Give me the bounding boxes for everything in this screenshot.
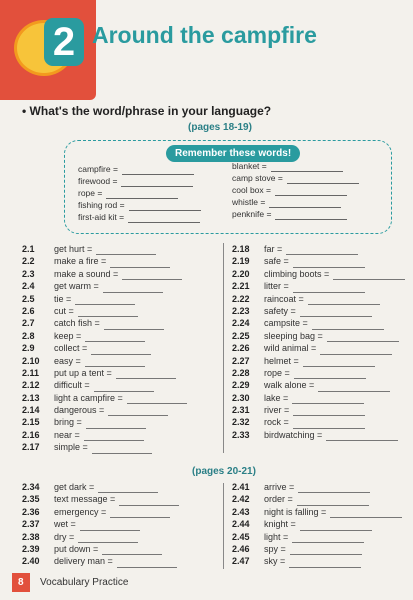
item-word: sky = <box>264 556 286 567</box>
item-number: 2.44 <box>232 519 250 530</box>
item-word: rock = <box>264 417 289 428</box>
item-word: easy = <box>54 355 81 366</box>
box-word-label: whistle = <box>232 197 266 207</box>
list-item <box>232 367 405 379</box>
item-number: 2.10 <box>22 355 40 366</box>
list-item <box>232 493 402 505</box>
word-list-left <box>22 243 187 454</box>
item-word: put up a tent = <box>54 367 112 378</box>
item-word: light a campfire = <box>54 392 123 403</box>
item-word: get hurt = <box>54 244 93 254</box>
list-item <box>22 255 187 267</box>
pages-label-2: (pages 20-21) <box>192 466 256 477</box>
list-item <box>232 543 402 555</box>
item-word: keep = <box>54 330 82 341</box>
list-item <box>22 493 179 505</box>
box-list-right <box>232 160 359 220</box>
list-item <box>232 280 405 292</box>
item-number: 2.24 <box>232 318 250 329</box>
answer-line[interactable] <box>117 567 177 568</box>
item-number: 2.28 <box>232 367 250 378</box>
item-word: put down = <box>54 543 99 554</box>
item-word: campsite = <box>264 318 308 329</box>
item-word: safety = <box>264 305 296 316</box>
item-number: 2.26 <box>232 343 250 354</box>
item-word: order = <box>264 494 293 505</box>
box-list-left <box>78 163 201 223</box>
column-divider-2 <box>223 483 224 569</box>
pages-label-1: (pages 18-19) <box>188 122 252 133</box>
list-item <box>232 355 405 367</box>
item-word: make a sound = <box>54 268 119 279</box>
item-word: delivery man = <box>54 556 113 567</box>
box-word <box>78 187 201 199</box>
item-number: 2.33 <box>232 429 250 440</box>
item-number: 2.27 <box>232 355 250 366</box>
item-word: knight = <box>264 519 296 530</box>
list-item <box>232 416 405 428</box>
box-word-label: cool box = <box>232 185 271 195</box>
item-number: 2.8 <box>22 330 35 341</box>
item-word: light = <box>264 531 289 542</box>
item-number: 2.47 <box>232 556 250 567</box>
item-number: 2.32 <box>232 417 250 428</box>
list-item <box>22 367 187 379</box>
item-number: 2.17 <box>22 442 40 453</box>
item-number: 2.4 <box>22 281 35 292</box>
item-word: walk alone = <box>264 380 315 391</box>
list-item <box>232 268 405 280</box>
box-word <box>232 184 359 196</box>
item-number: 2.13 <box>22 392 40 403</box>
item-word: sleeping bag = <box>264 330 323 341</box>
item-word: near = <box>54 429 80 440</box>
page-footer <box>12 572 128 592</box>
answer-line[interactable] <box>289 567 361 568</box>
item-word: night is falling = <box>264 506 327 517</box>
list-item <box>22 506 179 518</box>
box-word <box>232 208 359 220</box>
item-number: 2.16 <box>22 429 40 440</box>
box-word-label: blanket = <box>232 161 267 171</box>
item-number: 2.2 <box>22 256 35 267</box>
list-item <box>22 280 187 292</box>
answer-line[interactable] <box>326 440 398 441</box>
item-word: dangerous = <box>54 405 105 416</box>
item-number: 2.3 <box>22 268 35 279</box>
list-item <box>232 481 402 493</box>
box-word <box>78 211 201 223</box>
item-number: 2.11 <box>22 367 40 378</box>
item-number: 2.1 <box>22 244 35 254</box>
item-number: 2.5 <box>22 293 35 304</box>
list-item <box>232 243 405 255</box>
list-item <box>232 342 405 354</box>
box-word <box>78 199 201 211</box>
list-item <box>22 518 179 530</box>
item-number: 2.23 <box>232 305 250 316</box>
item-number: 2.9 <box>22 343 35 354</box>
answer-line[interactable] <box>92 453 152 454</box>
item-number: 2.45 <box>232 531 250 542</box>
item-number: 2.38 <box>22 531 40 542</box>
list-item <box>22 481 179 493</box>
item-word: wild animal = <box>264 343 317 354</box>
item-word: difficult = <box>54 380 90 391</box>
item-number: 2.22 <box>232 293 250 304</box>
list-item <box>22 379 187 391</box>
item-word: emergency = <box>54 506 107 517</box>
item-word: simple = <box>54 442 88 453</box>
list-item <box>22 543 179 555</box>
item-number: 2.18 <box>232 244 250 254</box>
item-word: tie = <box>54 293 72 304</box>
item-number: 2.34 <box>22 482 40 492</box>
item-number: 2.29 <box>232 380 250 391</box>
item-number: 2.6 <box>22 305 35 316</box>
item-number: 2.42 <box>232 494 250 505</box>
list-item <box>22 243 187 255</box>
item-word: safe = <box>264 256 289 267</box>
box-word <box>232 160 359 172</box>
item-word: arrive = <box>264 482 295 492</box>
box-word-label: camp stove = <box>232 173 283 183</box>
box-word-label: penknife = <box>232 209 272 219</box>
list-item <box>22 330 187 342</box>
page-title: Around the campfire <box>92 22 317 48</box>
item-number: 2.19 <box>232 256 250 267</box>
item-number: 2.41 <box>232 482 250 492</box>
list-item <box>232 429 405 441</box>
item-number: 2.40 <box>22 556 40 567</box>
box-word <box>78 163 201 175</box>
box-word <box>78 175 201 187</box>
list-item <box>232 293 405 305</box>
item-word: rope = <box>264 367 290 378</box>
item-word: cut = <box>54 305 74 316</box>
item-word: river = <box>264 405 290 416</box>
list-item <box>22 317 187 329</box>
list-item <box>22 305 187 317</box>
box-word <box>232 172 359 184</box>
item-number: 2.46 <box>232 543 250 554</box>
list-item <box>22 441 187 453</box>
item-word: get warm = <box>54 281 99 292</box>
list-item <box>232 531 402 543</box>
item-word: lake = <box>264 392 289 403</box>
box-word-label: campfire = <box>78 164 118 174</box>
column-divider <box>223 243 224 453</box>
list-item <box>232 518 402 530</box>
item-number: 2.14 <box>22 405 40 416</box>
list-item <box>22 342 187 354</box>
list-item <box>232 317 405 329</box>
list-item <box>232 392 405 404</box>
item-word: text message = <box>54 494 116 505</box>
item-word: make a fire = <box>54 256 107 267</box>
footer-text: Vocabulary Practice <box>40 577 129 588</box>
box-word-label: first-aid kit = <box>78 212 125 222</box>
item-word: helmet = <box>264 355 299 366</box>
list-item <box>22 429 187 441</box>
box-word-label: firewood = <box>78 176 118 186</box>
word-list-2-right <box>232 481 402 568</box>
answer-line[interactable] <box>275 219 347 220</box>
item-number: 2.31 <box>232 405 250 416</box>
item-word: climbing boots = <box>264 268 330 279</box>
item-word: collect = <box>54 343 88 354</box>
list-item <box>22 531 179 543</box>
item-number: 2.43 <box>232 506 250 517</box>
vocab-box-title: Remember these words! <box>166 145 300 162</box>
answer-line[interactable] <box>128 222 200 223</box>
box-word <box>232 196 359 208</box>
word-list-2-left <box>22 481 179 568</box>
list-item <box>232 379 405 391</box>
list-item <box>232 506 402 518</box>
item-number: 2.7 <box>22 318 35 329</box>
item-word: bring = <box>54 417 82 428</box>
item-word: get dark = <box>54 482 95 492</box>
list-item <box>22 268 187 280</box>
item-word: raincoat = <box>264 293 304 304</box>
item-word: far = <box>264 244 283 254</box>
item-number: 2.37 <box>22 519 40 530</box>
item-number: 2.12 <box>22 380 40 391</box>
item-number: 2.39 <box>22 543 40 554</box>
item-number: 2.21 <box>232 281 250 292</box>
box-word-label: fishing rod = <box>78 200 125 210</box>
box-word-label: rope = <box>78 188 103 198</box>
list-item <box>22 293 187 305</box>
item-word: litter = <box>264 281 289 292</box>
item-number: 2.36 <box>22 506 40 517</box>
list-item <box>22 555 179 567</box>
item-word: wet = <box>54 519 76 530</box>
item-number: 2.20 <box>232 268 250 279</box>
list-item <box>22 392 187 404</box>
item-number: 2.15 <box>22 417 40 428</box>
item-word: spy = <box>264 543 286 554</box>
item-number: 2.30 <box>232 392 250 403</box>
word-list-right <box>232 243 405 441</box>
list-item <box>22 404 187 416</box>
item-word: catch fish = <box>54 318 100 329</box>
list-item <box>232 555 402 567</box>
item-word: dry = <box>54 531 75 542</box>
list-item <box>232 255 405 267</box>
page-number: 8 <box>12 573 30 592</box>
list-item <box>22 416 187 428</box>
item-number: 2.25 <box>232 330 250 341</box>
instruction: • What's the word/phrase in your language? <box>22 104 272 118</box>
unit-number: 2 <box>44 18 84 66</box>
item-number: 2.35 <box>22 494 40 505</box>
item-word: birdwatching = <box>264 429 323 440</box>
list-item <box>22 355 187 367</box>
list-item <box>232 330 405 342</box>
list-item <box>232 305 405 317</box>
list-item <box>232 404 405 416</box>
